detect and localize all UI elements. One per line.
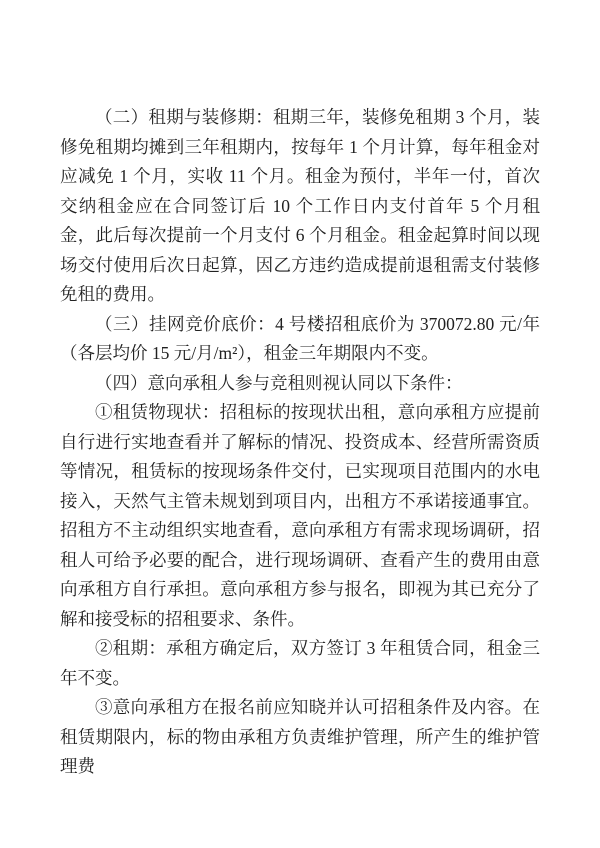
paragraph-condition-2-lease-term: ②租期：承租方确定后，双方签订 3 年租赁合同，租金三年不变。 (60, 638, 540, 688)
document-body (60, 103, 540, 782)
paragraph-clause-3-listing-base-price: （三）挂网竞价底价：4 号楼招租底价为 370072.80 元/年（各层均价 15 元/月/m²），租金三年期限内不变。 (60, 313, 540, 363)
paragraph-clause-2-lease-and-decoration-period: （二）租期与装修期：租期三年，装修免租期 3 个月，装修免租期均摊到三年租期内，按每年 1 个月计算，每年租金对应减免 1 个月，实收 11 个月。租金为预付，半年一付，首次交纳租金应在合同签订后 10 个工作日内支付首年 5 个月租金，此后每次提前一个月支付 6 个月租金。租金起算时间以现场交付使用后次日起算，因乙方违约造成提前退租需支付装修免租的费用。 (60, 107, 540, 304)
paragraph-clause-4-conditions-intro: （四）意向承租人参与竞租则视认同以下条件： (95, 372, 463, 393)
paragraph-condition-3-acknowledgement: ③意向承租方在报名前应知晓并认可招租条件及内容。在租赁期限内，标的物由承租方负责维护管理，所产生的维护管理费 (60, 697, 540, 776)
paragraph-condition-1-property-current-status: ①租赁物现状：招租标的按现状出租，意向承租方应提前自行进行实地查看并了解标的情况、投资成本、经营所需资质等情况，租赁标的按现场条件交付，已实现项目范围内的水电接入，天然气主管未规划到项目内，出租方不承诺接通事宜。招租方不主动组织实地查看，意向承租方有需求现场调研，招租人可给予必要的配合，进行现场调研、查看产生的费用由意向承租方自行承担。意向承租方参与报名，即视为其已充分了解和接受标的招租要求、条件。 (60, 402, 540, 629)
